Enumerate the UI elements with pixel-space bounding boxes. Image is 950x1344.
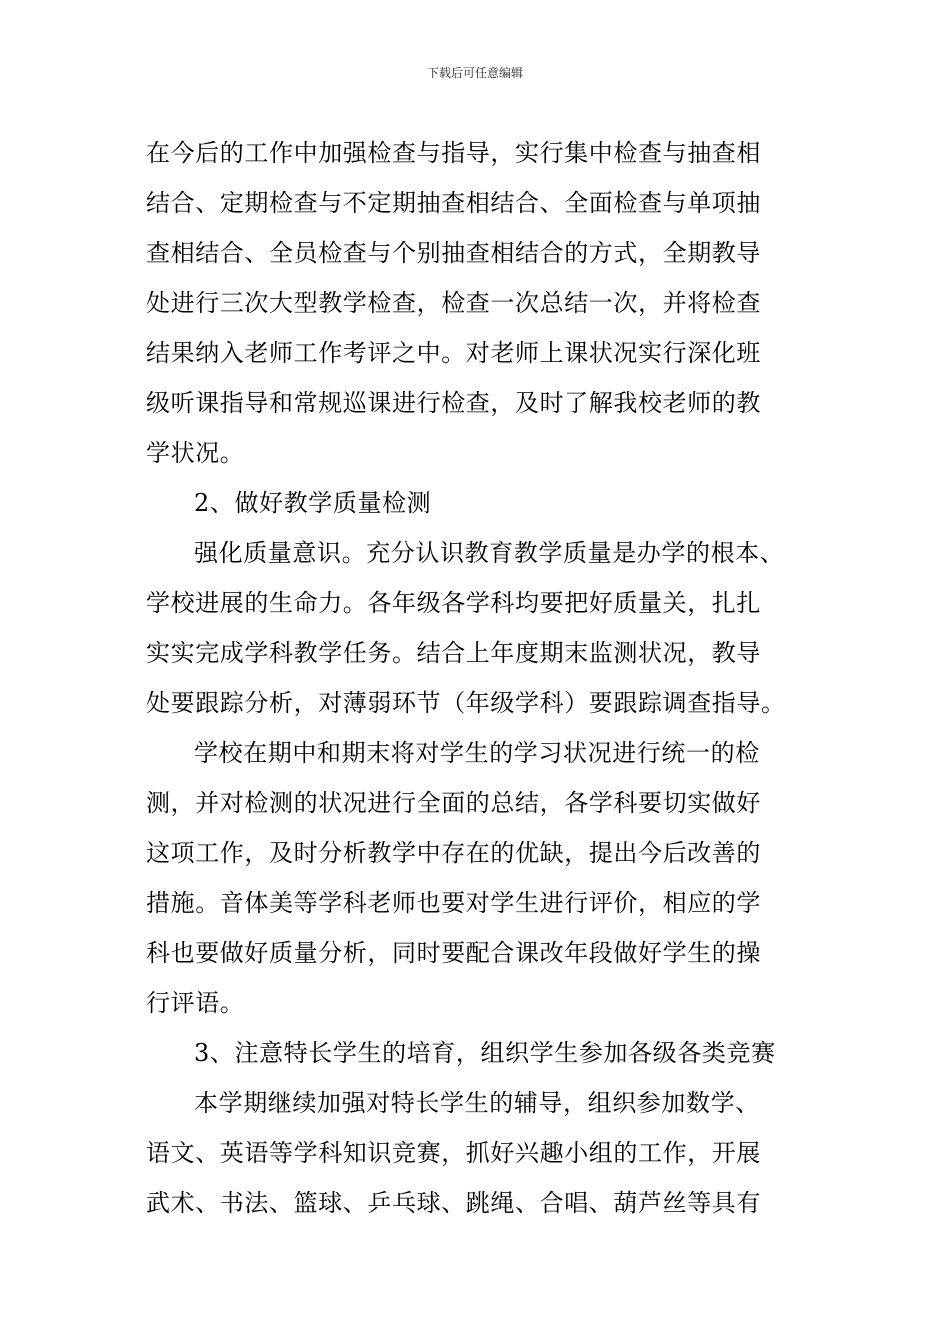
text-line: 3、注意特长学生的培育，组织学生参加各级各类竞赛 (194, 1039, 776, 1067)
text-line: 处要跟踪分析，对薄弱环节（年级学科）要跟踪调查指导。 (146, 689, 786, 717)
text-line: 强化质量意识。充分认识教育教学质量是办学的根本、 (194, 539, 785, 567)
text-line: 语文、英语等学科知识竞赛，抓好兴趣小组的工作，开展 (146, 1139, 761, 1167)
text-line: 级听课指导和常规巡课进行检查，及时了解我校老师的教 (146, 389, 761, 417)
text-line: 查相结合、全员检查与个别抽查相结合的方式，全期教导 (146, 239, 761, 267)
page-header-note: 下载后可任意编辑 (426, 66, 523, 80)
text-line: 科也要做好质量分析，同时要配合课改年段做好学生的操 (146, 939, 761, 967)
text-line: 行评语。 (146, 989, 245, 1017)
text-line: 在今后的工作中加强检查与指导，实行集中检查与抽查相 (146, 139, 761, 167)
text-line: 结合、定期检查与不定期抽查相结合、全面检查与单项抽 (146, 189, 761, 217)
text-line: 处进行三次大型教学检查，检查一次总结一次，并将检查 (146, 289, 761, 317)
text-line: 实实完成学科教学任务。结合上年度期末监测状况，教导 (146, 639, 761, 667)
text-line: 2、做好教学质量检测 (194, 489, 432, 517)
text-line: 学校进展的生命力。各年级各学科均要把好质量关，扎扎 (146, 589, 761, 617)
text-line: 措施。音体美等学科老师也要对学生进行评价，相应的学 (146, 889, 761, 917)
text-line: 这项工作，及时分析教学中存在的优缺，提出今后改善的 (146, 839, 761, 867)
text-line: 武术、书法、篮球、乒乓球、跳绳、合唱、葫芦丝等具有 (146, 1189, 761, 1217)
text-line: 学状况。 (146, 439, 245, 467)
document-body (146, 128, 816, 1228)
text-line: 测，并对检测的状况进行全面的总结，各学科要切实做好 (146, 789, 761, 817)
text-line: 学校在期中和期末将对学生的学习状况进行统一的检 (194, 739, 760, 767)
text-line: 本学期继续加强对特长学生的辅导，组织参加数学、 (194, 1089, 760, 1117)
text-line: 结果纳入老师工作考评之中。对老师上课状况实行深化班 (146, 339, 761, 367)
